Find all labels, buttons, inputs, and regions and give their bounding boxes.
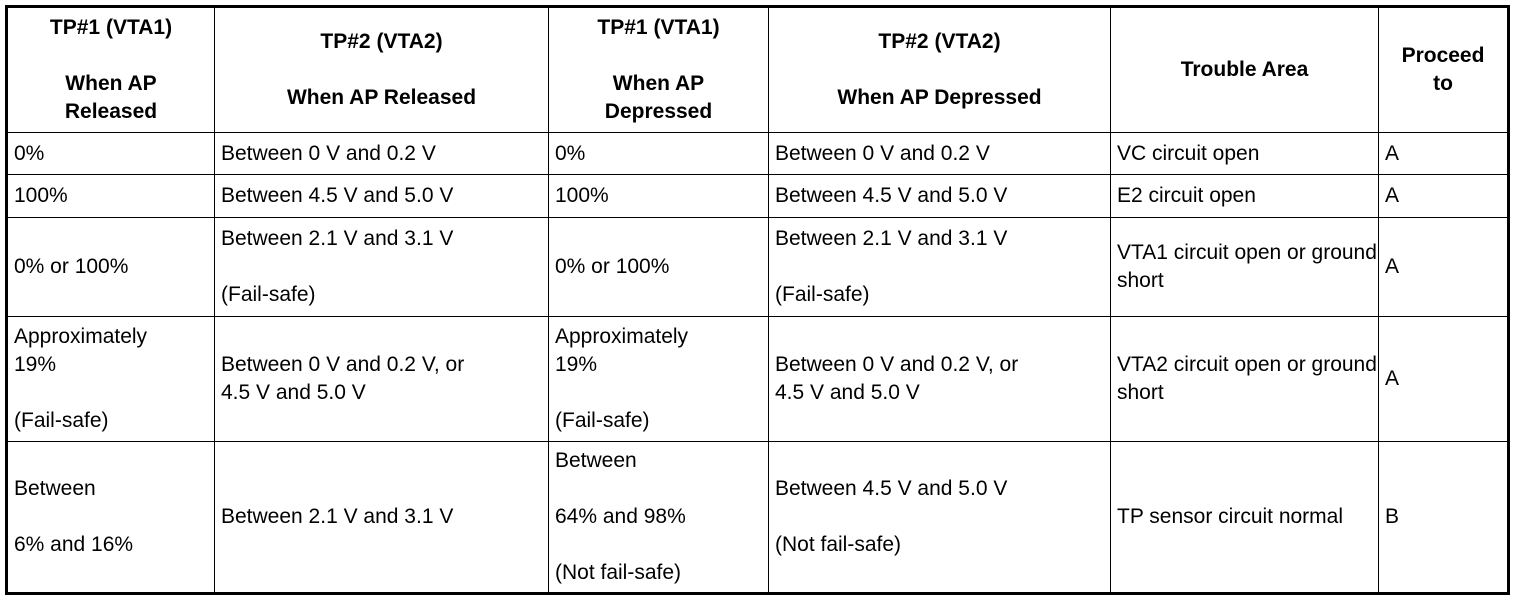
header-tp1-depressed (549, 7, 769, 133)
cell-proceed (1379, 218, 1509, 317)
table-row (7, 442, 1509, 594)
cell-text: 4.5 V and 5.0 V (221, 381, 366, 404)
cell-text: VTA1 circuit open or ground short (1117, 241, 1377, 292)
cell-text: Approximately (14, 325, 148, 348)
spacer (14, 379, 214, 407)
header-text: TP#1 (VTA1) (597, 16, 720, 39)
table-row (7, 133, 1509, 175)
cell-text: 4.5 V and 5.0 V (775, 381, 920, 404)
header-text: When AP Released (286, 86, 477, 109)
cell-text: Between 4.5 V and 5.0 V (221, 184, 454, 207)
cell-tp2-released (215, 133, 549, 175)
cell-text: TP sensor circuit normal (1117, 505, 1344, 528)
cell-text: Between 0 V and 0.2 V, or (775, 353, 1019, 376)
diagnostic-table (5, 5, 1510, 595)
cell-text: 0% or 100% (14, 255, 129, 278)
cell-text: B (1385, 505, 1400, 528)
header-proceed-to (1379, 7, 1509, 133)
cell-tp1-depressed (549, 175, 769, 218)
cell-text: Between 0 V and 0.2 V (221, 141, 436, 165)
header-tp2-released (215, 7, 549, 133)
cell-trouble-area (1111, 442, 1379, 594)
cell-tp1-depressed (549, 317, 769, 442)
cell-tp2-depressed (769, 218, 1111, 317)
spacer (773, 56, 1106, 84)
cell-trouble-area (1111, 218, 1379, 317)
cell-text: 64% and 98% (555, 505, 686, 528)
cell-text: (Fail-safe) (555, 409, 650, 432)
cell-text: 19% (555, 353, 598, 376)
table-row (7, 218, 1509, 317)
cell-tp1-depressed (549, 218, 769, 317)
spacer (555, 475, 768, 503)
cell-text: Between 2.1 V and 3.1 V (775, 227, 1008, 250)
header-tp1-released (7, 7, 215, 133)
cell-tp1-released (7, 317, 215, 442)
cell-text: Approximately (555, 325, 689, 348)
cell-tp1-released (7, 442, 215, 594)
cell-text: 0% (555, 141, 586, 165)
cell-text: (Fail-safe) (14, 409, 109, 432)
cell-tp1-released (7, 175, 215, 218)
spacer (553, 42, 764, 70)
header-text: Released (64, 100, 158, 123)
cell-tp2-released (215, 218, 549, 317)
header-text: TP#1 (VTA1) (49, 16, 173, 39)
cell-text: A (1385, 367, 1400, 390)
header-text: When AP Depressed (837, 86, 1042, 109)
table-row (7, 175, 1509, 218)
cell-text: VTA2 circuit open or ground short (1117, 353, 1377, 404)
spacer (12, 42, 210, 70)
cell-tp1-depressed (549, 133, 769, 175)
cell-text: 100% (555, 184, 609, 207)
cell-text: 0% (14, 141, 45, 165)
cell-text: E2 circuit open (1117, 184, 1256, 207)
table-row (7, 317, 1509, 442)
header-text: When AP (65, 72, 157, 95)
cell-proceed (1379, 175, 1509, 218)
cell-tp2-depressed (769, 175, 1111, 218)
header-text: TP#2 (VTA2) (320, 30, 443, 53)
cell-text: 0% or 100% (555, 255, 670, 278)
cell-proceed (1379, 317, 1509, 442)
header-text: Trouble Area (1180, 58, 1309, 81)
header-trouble-area (1111, 7, 1379, 133)
cell-tp1-depressed (549, 442, 769, 594)
header-tp2-depressed (769, 7, 1111, 133)
cell-text: VC circuit open (1117, 141, 1260, 165)
spacer (775, 503, 1110, 531)
cell-tp2-released (215, 317, 549, 442)
spacer (221, 253, 548, 281)
cell-text: (Fail-safe) (221, 283, 316, 306)
cell-trouble-area (1111, 175, 1379, 218)
cell-text: A (1385, 184, 1400, 207)
spacer (555, 379, 768, 407)
cell-text: (Fail-safe) (775, 283, 870, 306)
cell-text: Between 2.1 V and 3.1 V (221, 227, 454, 250)
spacer (14, 503, 214, 531)
cell-text: (Not fail-safe) (555, 561, 682, 584)
cell-text: Between 0 V and 0.2 V (775, 141, 990, 165)
cell-text: A (1385, 255, 1400, 278)
header-row (7, 7, 1509, 133)
cell-tp2-released (215, 442, 549, 594)
spacer (219, 56, 544, 84)
cell-text: 100% (14, 184, 68, 207)
cell-tp2-depressed (769, 133, 1111, 175)
cell-proceed (1379, 442, 1509, 594)
cell-text: 6% and 16% (14, 533, 134, 556)
cell-tp2-released (215, 175, 549, 218)
cell-text: Between (14, 477, 96, 500)
cell-tp2-depressed (769, 442, 1111, 594)
cell-text: Between 2.1 V and 3.1 V (221, 505, 454, 528)
cell-text: Between 4.5 V and 5.0 V (775, 477, 1008, 500)
header-text: When AP (612, 72, 705, 95)
cell-text: (Not fail-safe) (775, 533, 902, 556)
header-text: Proceed (1401, 44, 1485, 67)
cell-text: Between 4.5 V and 5.0 V (775, 184, 1008, 207)
cell-text: Between 0 V and 0.2 V, or (221, 353, 465, 376)
cell-trouble-area (1111, 133, 1379, 175)
cell-tp1-released (7, 133, 215, 175)
cell-text: A (1385, 141, 1400, 165)
spacer (775, 253, 1110, 281)
cell-text: 19% (14, 353, 57, 376)
cell-proceed (1379, 133, 1509, 175)
cell-text: Between (555, 449, 637, 472)
cell-tp2-depressed (769, 317, 1111, 442)
header-text: Depressed (604, 100, 713, 123)
spacer (555, 531, 768, 559)
header-text: to (1433, 72, 1453, 95)
cell-trouble-area (1111, 317, 1379, 442)
cell-tp1-released (7, 218, 215, 317)
header-text: TP#2 (VTA2) (878, 30, 1001, 53)
